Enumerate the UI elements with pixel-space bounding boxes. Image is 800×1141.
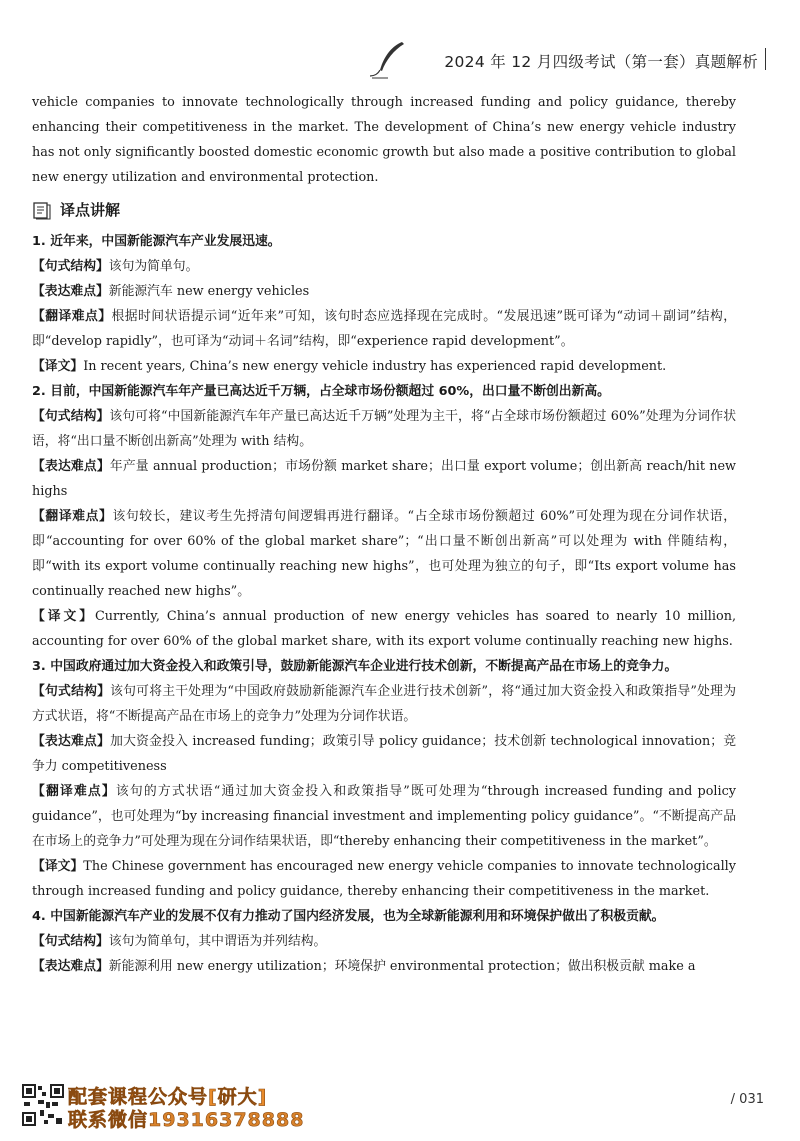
item-1-line: [32, 279, 736, 304]
item-1: [32, 229, 736, 379]
item-text: In recent years, China’s new energy vehicle industry has experienced rapid development.: [83, 359, 667, 374]
item-tag: 【句式结构】: [32, 934, 109, 949]
question-1: 1. 近年来，中国新能源汽车产业发展迅速。: [32, 234, 281, 249]
book-icon: [32, 202, 52, 220]
item-text: 该句可将“中国新能源汽车年产量已高达近千万辆”处理为主干，将“占全球市场份额超过 60%”处理为分词作状语，将“出口量不断创出新高”处理为 with 结构。: [32, 409, 736, 449]
item-tag: 【句式结构】: [32, 259, 109, 274]
item-tag: 【句式结构】: [32, 684, 111, 699]
item-text: 该句可将主干处理为“中国政府鼓励新能源汽车企业进行技术创新”，将“通过加大资金投入和政策指导”处理为方式状语，将“不断提高产品在市场上的竞争力”处理为分词作状语。: [32, 684, 737, 724]
item-text: 该句为简单句，其中谓语为并列结构。: [108, 934, 327, 949]
item-text: 根据时间状语提示词“近年来”可知，该句时态应选择现在完成时。“发展迅速”既可译为“动词＋副词”结构，即“develop rapidly”，也可译为“动词＋名词”结构，即“experience rapid development”。: [32, 309, 736, 349]
item-text: 该句为简单句。: [108, 259, 199, 274]
item-tag: 【翻译难点】: [32, 509, 113, 524]
item-text: The Chinese government has encouraged new energy vehicle companies to innovate technologically through increased funding and policy guidance, thereby enhancing their competitiveness in the market.: [32, 859, 737, 899]
item-tag: 【句式结构】: [32, 409, 110, 424]
item-1-line: [32, 254, 736, 279]
footer-watermark: [22, 1084, 322, 1134]
page-header: [360, 40, 770, 80]
page-content: [32, 90, 736, 979]
page-number: / 031: [730, 1092, 764, 1107]
question-2: 2. 目前，中国新能源汽车年产量已高达近千万辆，占全球市场份额超过 60%，出口量不断创出新高。: [32, 384, 610, 399]
item-4-line: [32, 954, 736, 979]
item-text: 该句的方式状语“通过加大资金投入和政策指导”既可处理为“through increased funding and policy guidance”，也可处理为“by increasing financial investment and implementing policy guidance”。“不断提高产品在市场上的竞争力”可处理为现在分词作结果状语，即“thereby enhancing their competitiveness in the market”。: [32, 784, 736, 849]
item-text: 新能源汽车 new energy vehicles: [108, 284, 310, 299]
item-4-line: [32, 929, 736, 954]
item-2: [32, 379, 736, 654]
item-text: 新能源利用 new energy utilization；环境保护 environmental protection；做出积极贡献 make a: [108, 959, 696, 974]
question-3: 3. 中国政府通过加大资金投入和政策引导，鼓励新能源汽车企业进行技术创新，不断提高产品在市场上的竞争力。: [32, 659, 678, 674]
item-3-line: [32, 854, 736, 904]
item-1-line: [32, 304, 736, 354]
header-title: 2024 年 12 月四级考试（第一套）真题解析: [444, 53, 758, 71]
section-title: 译点讲解: [60, 201, 121, 219]
item-text: Currently, China’s annual production of new energy vehicles has soared to nearly 10 million, accounting for over 60% of the global market share, with its export volume continually reaching new highs.: [32, 609, 737, 649]
item-text: 年产量 annual production；市场份额 market share；出口量 export volume；创出新高 reach/hit new highs: [32, 459, 736, 499]
item-text: 该句较长，建议考生先捋清句间逻辑再进行翻译。“占全球市场份额超过 60%”可处理为现在分词作状语，即“accounting for over 60% of the global market share”；“出口量不断创出新高”可以处理为 with 伴随结构，即“with its export volume continually reaching new highs”，也可处理为独立的句子，即“Its export volume has continually reached new highs”。: [32, 509, 736, 599]
item-tag: 【表达难点】: [32, 459, 110, 474]
item-tag: 【表达难点】: [32, 959, 109, 974]
watermark-line-1: 配套课程公众号[研大]: [68, 1086, 268, 1108]
question-4: 4. 中国新能源汽车产业的发展不仅有力推动了国内经济发展，也为全球新能源利用和环境保护做出了积极贡献。: [32, 909, 665, 924]
item-3: [32, 654, 736, 904]
item-tag: 【翻译难点】: [32, 784, 116, 799]
item-2-line: [32, 404, 736, 454]
item-3-line: [32, 779, 736, 854]
item-tag: 【翻译难点】: [32, 309, 112, 324]
item-2-line: [32, 504, 736, 604]
item-3-line: [32, 679, 736, 729]
item-3-line: [32, 729, 736, 779]
item-tag: 【表达难点】: [32, 734, 111, 749]
section-heading: [32, 198, 736, 223]
item-2-line: [32, 604, 736, 654]
item-tag: 【译文】: [32, 609, 95, 624]
header-divider: [765, 48, 767, 70]
quill-icon: [368, 40, 408, 80]
item-tag: 【译文】: [32, 859, 84, 874]
intro-paragraph: vehicle companies to innovate technologically through increased funding and policy guidance, thereby enhancing their competitiveness in the market. The development of China’s new energy vehicle industry has not only significantly boosted domestic economic growth but also made a positive contribution to global new energy utilization and environmental protection.: [32, 95, 736, 185]
item-2-line: [32, 454, 736, 504]
item-4: [32, 904, 736, 979]
watermark-line-2: 联系微信19316378888: [68, 1109, 305, 1131]
item-tag: 【译文】: [32, 359, 84, 374]
item-1-line: [32, 354, 736, 379]
item-tag: 【表达难点】: [32, 284, 109, 299]
item-text: 加大资金投入 increased funding；政策引导 policy guidance；技术创新 technological innovation；竞争力 competitiveness: [32, 734, 737, 774]
qr-code-icon: [22, 1084, 64, 1126]
